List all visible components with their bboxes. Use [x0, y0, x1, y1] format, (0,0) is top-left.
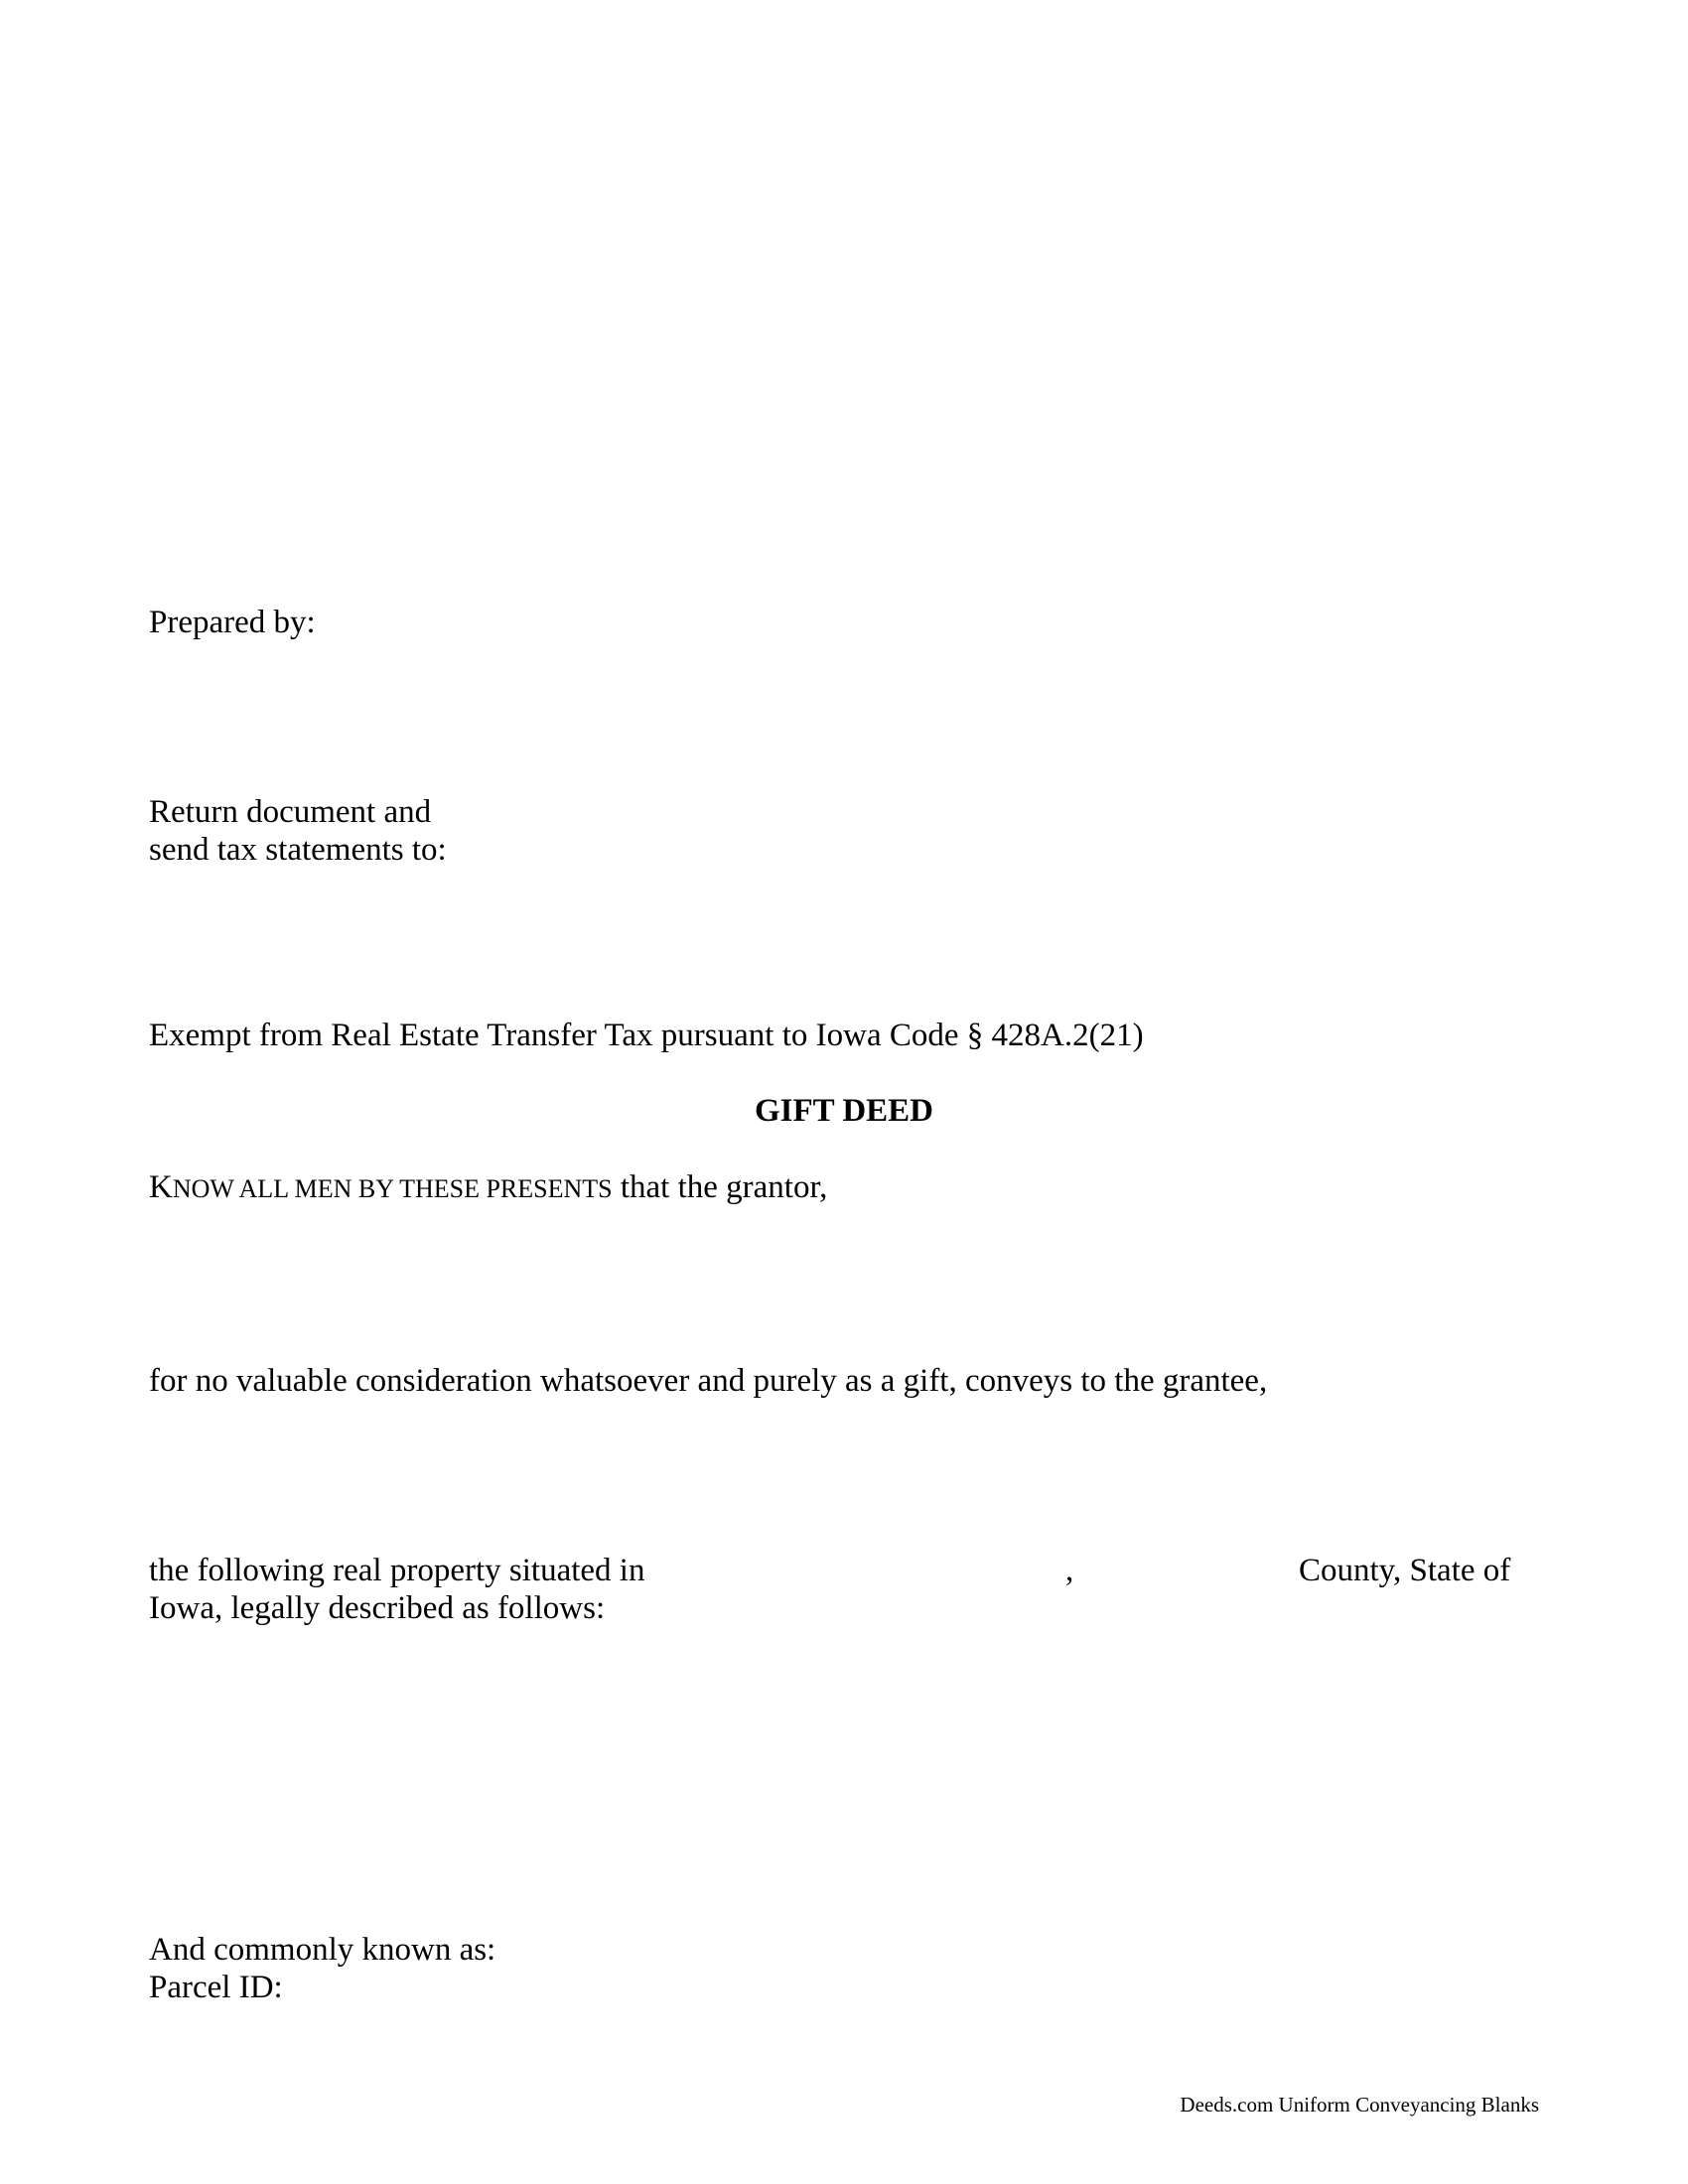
- know-all-men-clause: [149, 1168, 827, 1208]
- property-legal-description-label: Iowa, legally described as follows:: [149, 1590, 606, 1626]
- commonly-known-label: And commonly known as:: [149, 1932, 496, 1968]
- know-all-smallcaps: NOW ALL MEN BY THESE PRESENTS: [172, 1174, 613, 1203]
- consideration-clause: for no valuable consideration whatsoever and purely as a gift, conveys to the grantee,: [149, 1363, 1268, 1399]
- prepared-by-label: Prepared by:: [149, 605, 316, 640]
- property-county-state: County, State of: [1299, 1553, 1511, 1588]
- know-all-tail: that the grantor,: [612, 1169, 828, 1205]
- parcel-id-label: Parcel ID:: [149, 1970, 283, 2005]
- property-comma: ,: [1065, 1553, 1074, 1588]
- footer-branding: Deeds.com Uniform Conveyancing Blanks: [1180, 2093, 1539, 2116]
- know-all-initial: K: [149, 1169, 173, 1205]
- return-document-label-line1: Return document and: [149, 794, 432, 830]
- tax-exempt-statement: Exempt from Real Estate Transfer Tax pursuant to Iowa Code § 428A.2(21): [149, 1018, 1144, 1053]
- return-document-label-line2: send tax statements to:: [149, 832, 447, 868]
- property-situated-text: the following real property situated in: [149, 1553, 645, 1588]
- document-title: GIFT DEED: [754, 1093, 934, 1129]
